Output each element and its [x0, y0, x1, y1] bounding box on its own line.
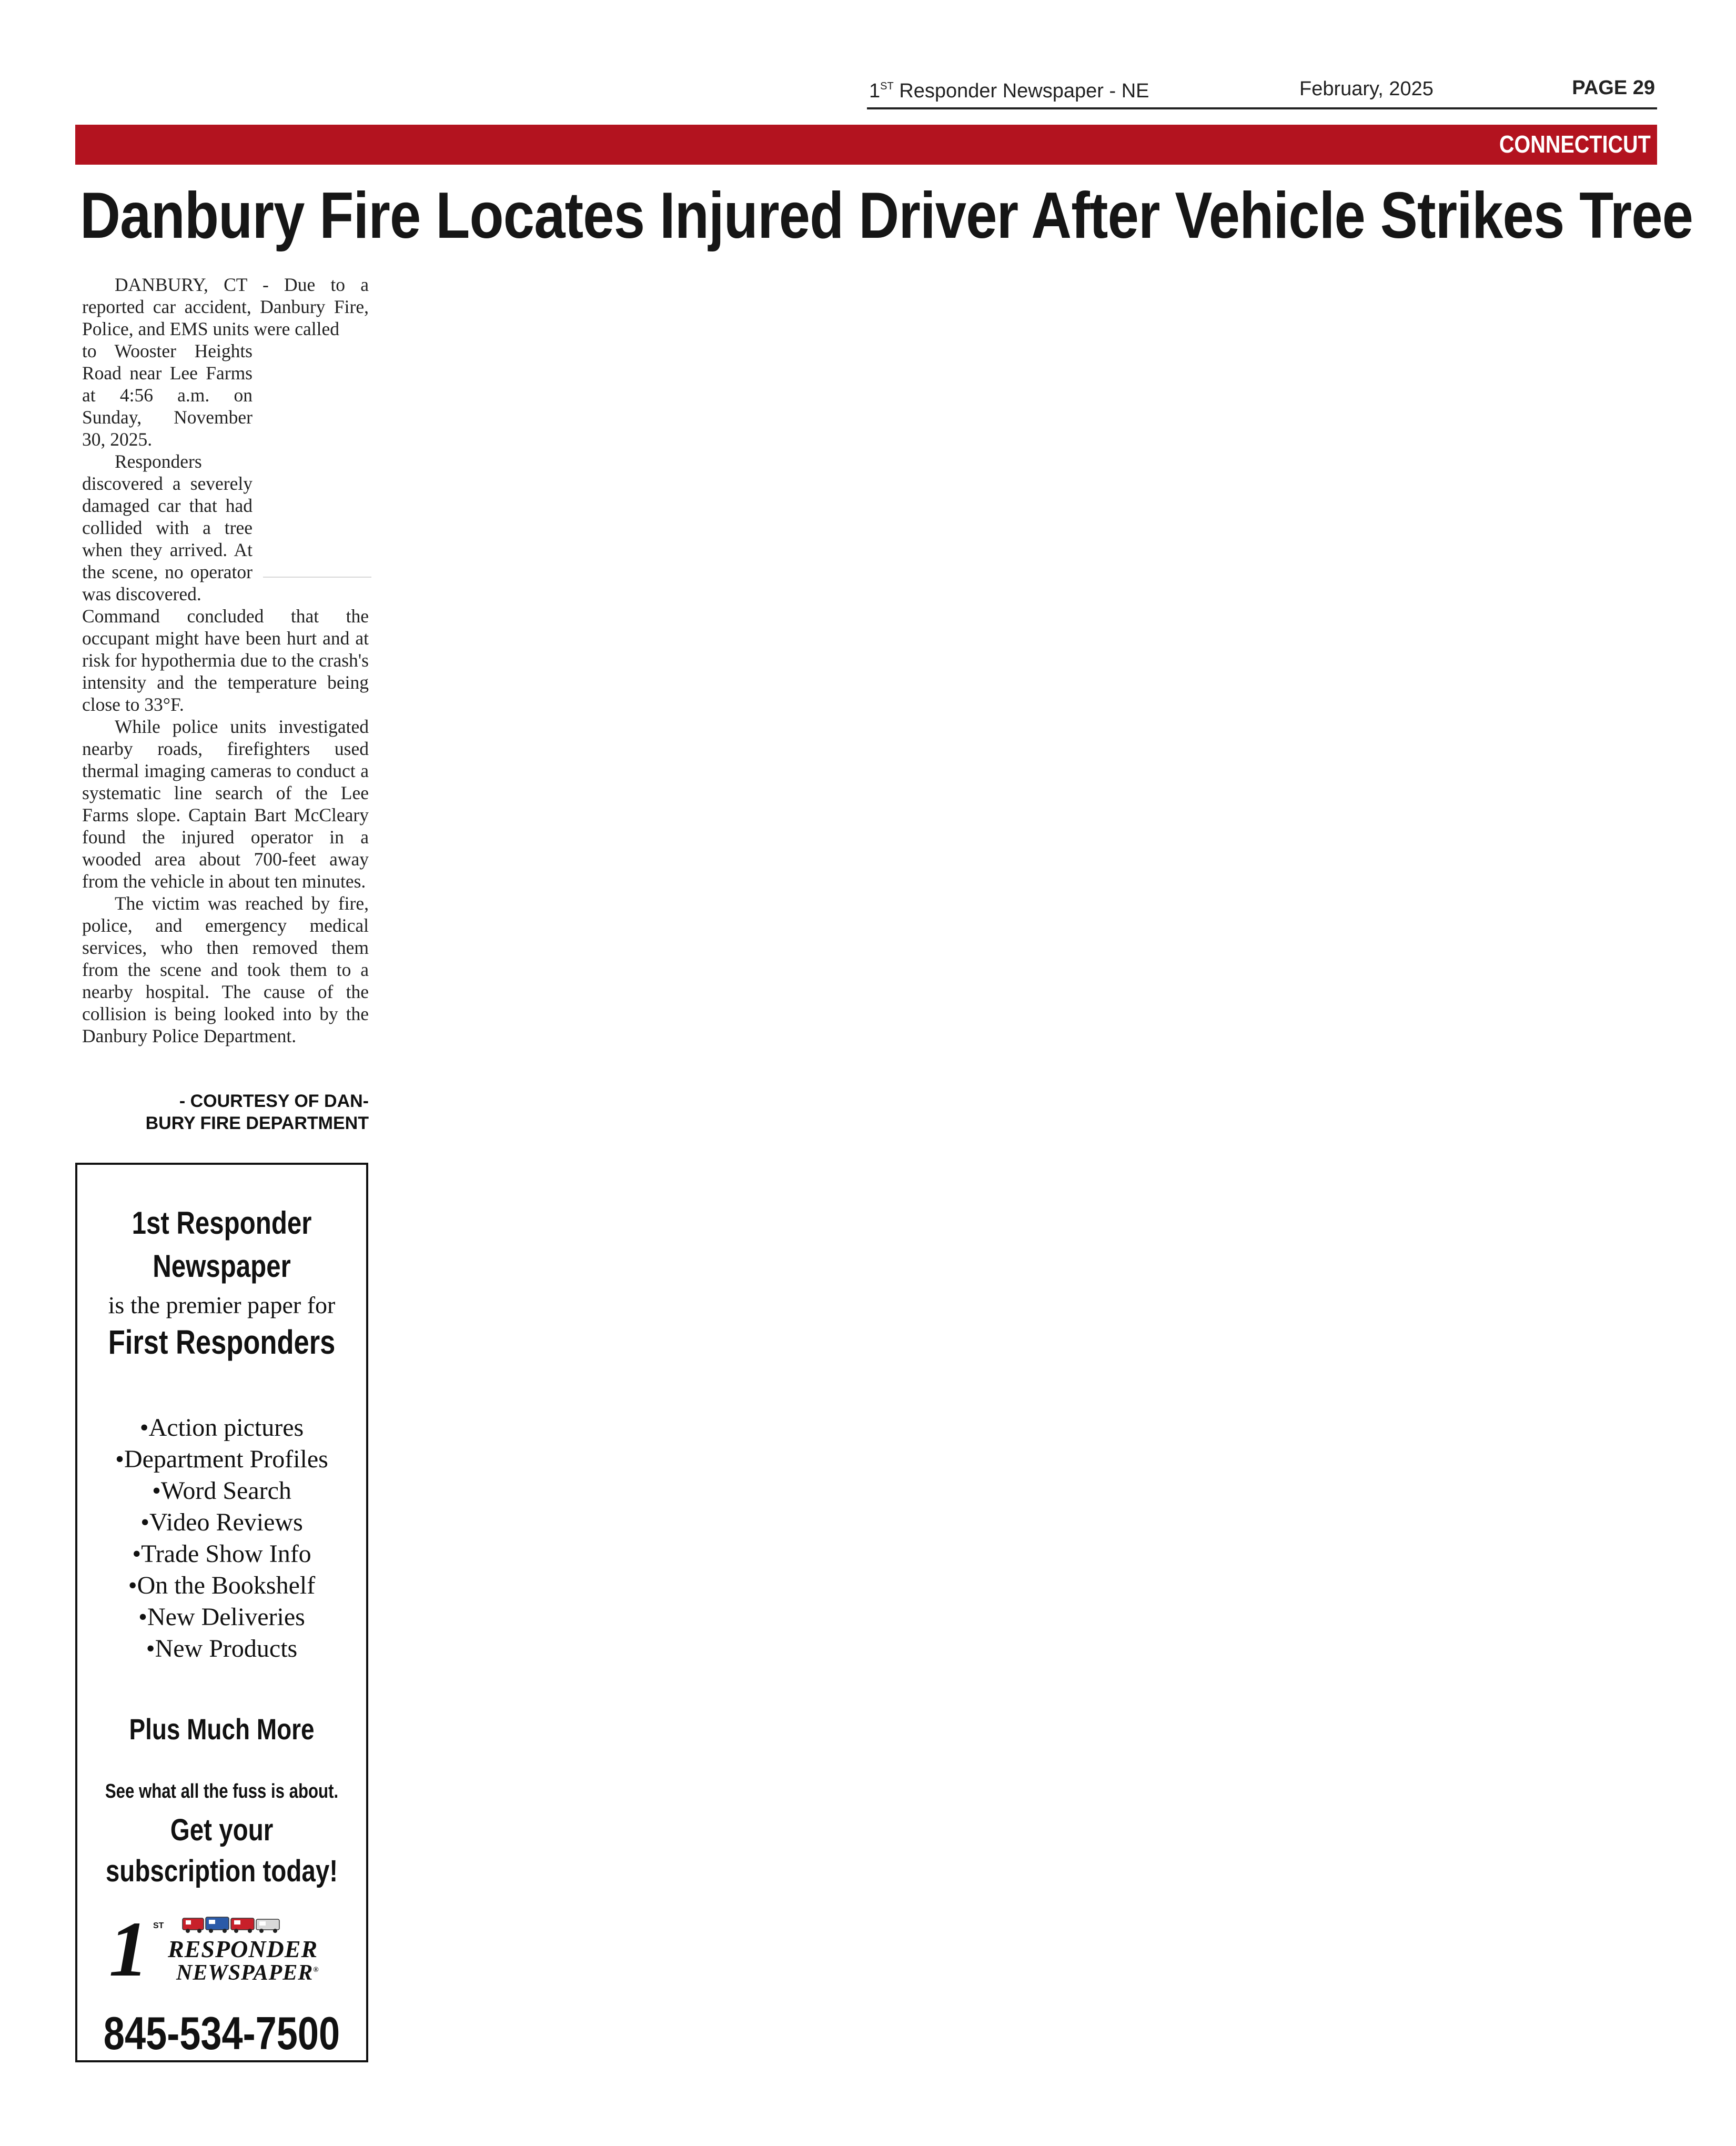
logo-word-text: NEWSPAPER	[176, 1961, 314, 1985]
logo-numeral: 1	[109, 1906, 148, 1993]
article-paragraph: The victim was reached by fire, police, and emergency medical services, who then removed them from the scene and took them to a nearby hospital. The cause of the collision is being looked into by the Danbury Police Department.	[82, 893, 369, 1046]
list-item: • Word Search	[77, 1475, 366, 1507]
article-paragraph: to Wooster Heights Road near Lee Farms at 4:56 a.m. on Sunday, November 30, 2025.	[82, 340, 253, 450]
section-banner	[75, 125, 1657, 165]
registered-mark: ®	[313, 1966, 319, 1974]
ad-title-line: 1st Responder	[132, 1205, 312, 1241]
cta-line: Get your	[170, 1813, 274, 1847]
publication-name: 1ST Responder Newspaper - NE	[869, 80, 1149, 102]
ad-more-text: Plus Much More	[129, 1712, 315, 1746]
article-headline: Danbury Fire Locates Injured Driver After Vehicle Strikes Tree	[80, 179, 1693, 252]
list-item: • New Deliveries	[77, 1601, 366, 1633]
phone-number: 845-534-7500	[103, 2007, 340, 2059]
ad-audience	[77, 1323, 366, 1362]
article-paragraph: DANBURY, CT - Due to a reported car accident, Danbury Fire, Police, and EMS units were called	[82, 274, 369, 339]
article-credit	[82, 1090, 369, 1134]
list-item: • Video Reviews	[77, 1507, 366, 1538]
issue-date: February, 2025	[1299, 78, 1434, 100]
article-paragraph: While police units investigated nearby roads, firefighters used thermal imaging cameras to conduct a systematic line search of the Lee Farms slope. Captain Bart McCleary found the injured operator in a wooded area about 700-feet away from the vehicle in about ten minutes.	[82, 716, 369, 892]
cta-line: subscription today!	[105, 1854, 338, 1888]
list-item: • Action pictures	[77, 1412, 366, 1444]
ad-title	[77, 1202, 366, 1288]
fire-truck-icon	[181, 1915, 281, 1934]
ad-call-to-action	[77, 1810, 366, 1892]
list-item: • Trade Show Info	[77, 1538, 366, 1570]
list-item: • On the Bookshelf	[77, 1570, 366, 1601]
article-body	[82, 274, 369, 1047]
page-number: PAGE 29	[1572, 77, 1655, 99]
logo-superscript: ST	[153, 1921, 164, 1930]
article-narrow-block	[82, 340, 253, 605]
logo-word-responder: RESPONDER	[168, 1936, 318, 1962]
ad-subtitle: is the premier paper for	[108, 1292, 336, 1318]
credit-line: - COURTESY OF DAN-	[179, 1091, 369, 1111]
subscription-ad	[75, 1163, 368, 2062]
list-item: • New Products	[77, 1633, 366, 1665]
ad-fuss	[77, 1780, 366, 1803]
newspaper-logo	[109, 1906, 340, 1993]
ad-fuss-text: See what all the fuss is about.	[105, 1780, 339, 1802]
list-item: • Department Profiles	[77, 1444, 366, 1475]
running-header	[867, 75, 1657, 109]
ad-phone	[77, 2007, 366, 2060]
section-label: CONNECTICUT	[1499, 130, 1651, 158]
ad-audience-text: First Responders	[108, 1323, 336, 1361]
column-divider	[263, 577, 371, 578]
logo-word-newspaper	[176, 1959, 319, 1984]
ad-feature-list	[77, 1412, 366, 1665]
ad-more	[77, 1712, 366, 1746]
article-paragraph: Responders discovered a severely damaged car that had collided with a tree when they arrived. At the scene, no operator was discovered.	[82, 451, 253, 604]
article-paragraph: Command concluded that the occupant might have been hurt and at risk for hypothermia due to the crash's intensity and the temperature being close to 33°F.	[82, 606, 369, 715]
credit-line: BURY FIRE DEPARTMENT	[145, 1113, 369, 1133]
ad-title-line: Newspaper	[153, 1248, 291, 1284]
